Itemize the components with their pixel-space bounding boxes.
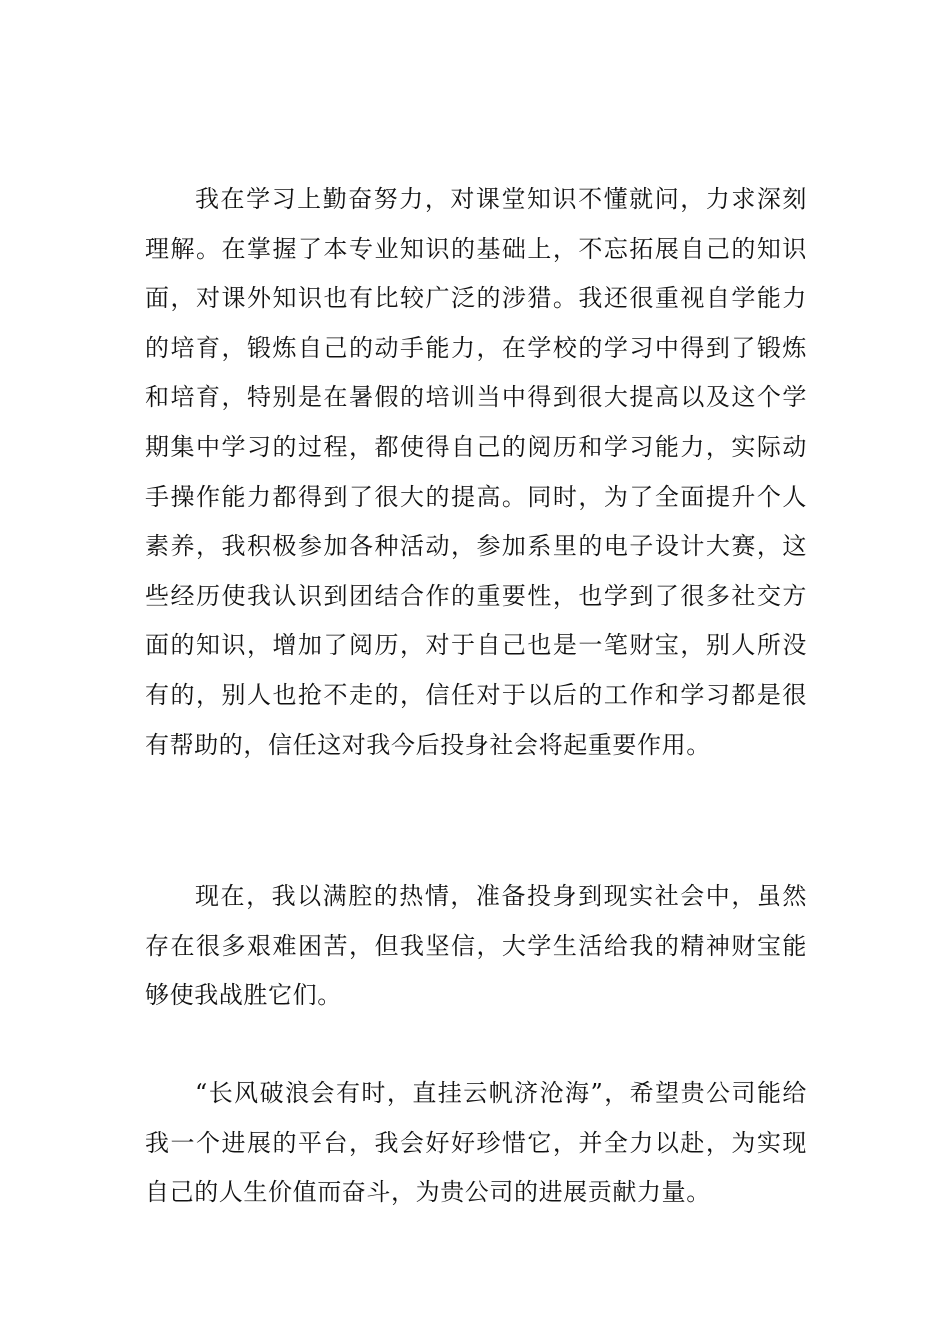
body-paragraph-2 xyxy=(145,872,807,1021)
paragraph-text: 我在学习上勤奋努力，对课堂知识不懂就问，力求深刻理解。在掌握了本专业知识的基础上，不忘拓展自己的知识面，对课外知识也有比较广泛的涉猎。我还很重视自学能力的培育，锻炼自己的动手能力，在学校的学习中得到了锻炼和培育，特别是在暑假的培训当中得到很大提高以及这个学期集中学习的过程，都使得自己的阅历和学习能力，实际动手操作能力都得到了很大的提高。同时，为了全面提升个人素养，我积极参加各种活动，参加系里的电子设计大赛，这些经历使我认识到团结合作的重要性，也学到了很多社交方面的知识，增加了阅历，对于自己也是一笔财宝，别人所没有的，别人也抢不走的，信任对于以后的工作和学习都是很有帮助的，信任这对我今后投身社会将起重要作用。 xyxy=(145,185,807,759)
paragraph-text: “长风破浪会有时，直挂云帆济沧海”，希望贵公司能给我一个进展的平台，我会好好珍惜它，并全力以赴，为实现自己的人生价值而奋斗，为贵公司的进展贡献力量。 xyxy=(145,1079,807,1207)
body-paragraph-1 xyxy=(145,175,807,770)
body-paragraph-3 xyxy=(145,1069,807,1218)
paragraph-text: 现在，我以满腔的热情，准备投身到现实社会中，虽然存在很多艰难困苦，但我坚信，大学生活给我的精神财宝能够使我战胜它们。 xyxy=(145,882,807,1010)
